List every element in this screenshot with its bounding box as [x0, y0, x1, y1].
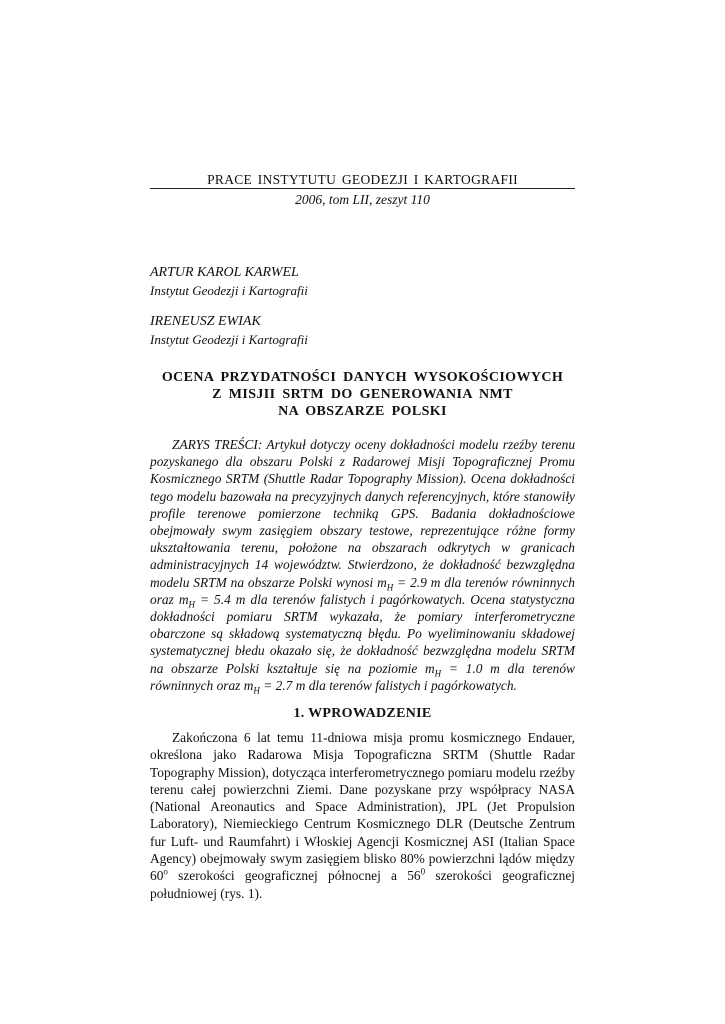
- paper-title-line-1: OCENA PRZYDATNOŚCI DANYCH WYSOKOŚCIOWYCH: [161, 370, 564, 385]
- section-heading: 1. WPROWADZENIE: [293, 706, 432, 721]
- body-paragraph: Zakończona 6 lat temu 11-dniowa misja promu kosmicznego Endauer, określona jako Radarowa Misja Topograficzna SRTM (Shuttle Radar Topography Mission), dotycząca interferometrycznego pomiaru modelu rzeźby terenu całej powierzchni Ziemi. Dane pozyskane przy współpracy NASA (National Areonautics and Space Administration), JPL (Jet Propulsion Laboratory), Niemieckiego Centrum Kosmicznego DLR (Deutsche Zentrum fur Luft- und Raumfahrt) i Włoskiej Agencji Kosmicznej ASI (Italian Space Agency) obejmowały swym zasięgiem blisko 80% powierzchni lądów między 60$^o$ szerokości geograficznej północnej a $56^0$ szerokości geograficznej południowej (rys. 1).: [150, 730, 575, 901]
- journal-issue: 2006, tom LII, zeszyt 110: [295, 192, 430, 207]
- journal-title: PRACE INSTYTUTU GEODEZJI I KARTOGRAFII: [207, 172, 518, 187]
- abstract: ZARYS TREŚCI: Artykuł dotyczy oceny dokładności modelu rzeźby terenu pozyskanego dla obszaru Polski z Radarowej Misji Topograficznej Promu Kosmicznego SRTM (Shuttle Radar Topography Mission). Ocena dokładności tego modelu bazowała na precyzyjnych danych referencyjnych, które stanowiły profile terenowe pomierzone techniką GPS. Badania dokładnościowe obejmowały swym zasięgiem obszary testowe, reprezentujące różne formy ukształtowania terenu, położone na obszarach odkrytych w granicach administracyjnych 14 województw. Stwierdzono, że dokładność bezwzględna modelu SRTM na obszarze Polski wynosi $m_H = 2.9$ m dla terenów równinnych oraz $m_H = 5.4$ m dla terenów falistych i pagórkowatych. Ocena statystyczna dokładności pomiaru SRTM wykazała, że pomiary interferometryczne obarczone są składową systematyczną błędu. Po wyeliminowaniu składowej systematycznej błedu okazało się, że dokładność bezwzględna modelu SRTM na obszarze Polski kształtuje się na poziomie $m_H = 1.0$ m dla terenów równinnych oraz $m_H = 2.7$ m dla terenów falistych i pagórkowatych.: [150, 437, 576, 696]
- author-name-1: ARTUR KAROL KARWEL: [150, 265, 299, 280]
- paper-title: [150, 369, 575, 420]
- author-affiliation-1: Instytut Geodezji i Kartografii: [150, 283, 308, 298]
- paper-title-line-2: Z MISJII SRTM DO GENEROWANIA NMT: [212, 387, 513, 402]
- abstract-label: ZARYS TREŚCI:: [172, 437, 263, 452]
- author-name-2: IRENEUSZ EWIAK: [150, 314, 261, 329]
- author-affiliation-2: Instytut Geodezji i Kartografii: [150, 332, 308, 347]
- header-divider: [150, 188, 575, 189]
- paper-title-line-3: NA OBSZARZE POLSKI: [278, 404, 447, 419]
